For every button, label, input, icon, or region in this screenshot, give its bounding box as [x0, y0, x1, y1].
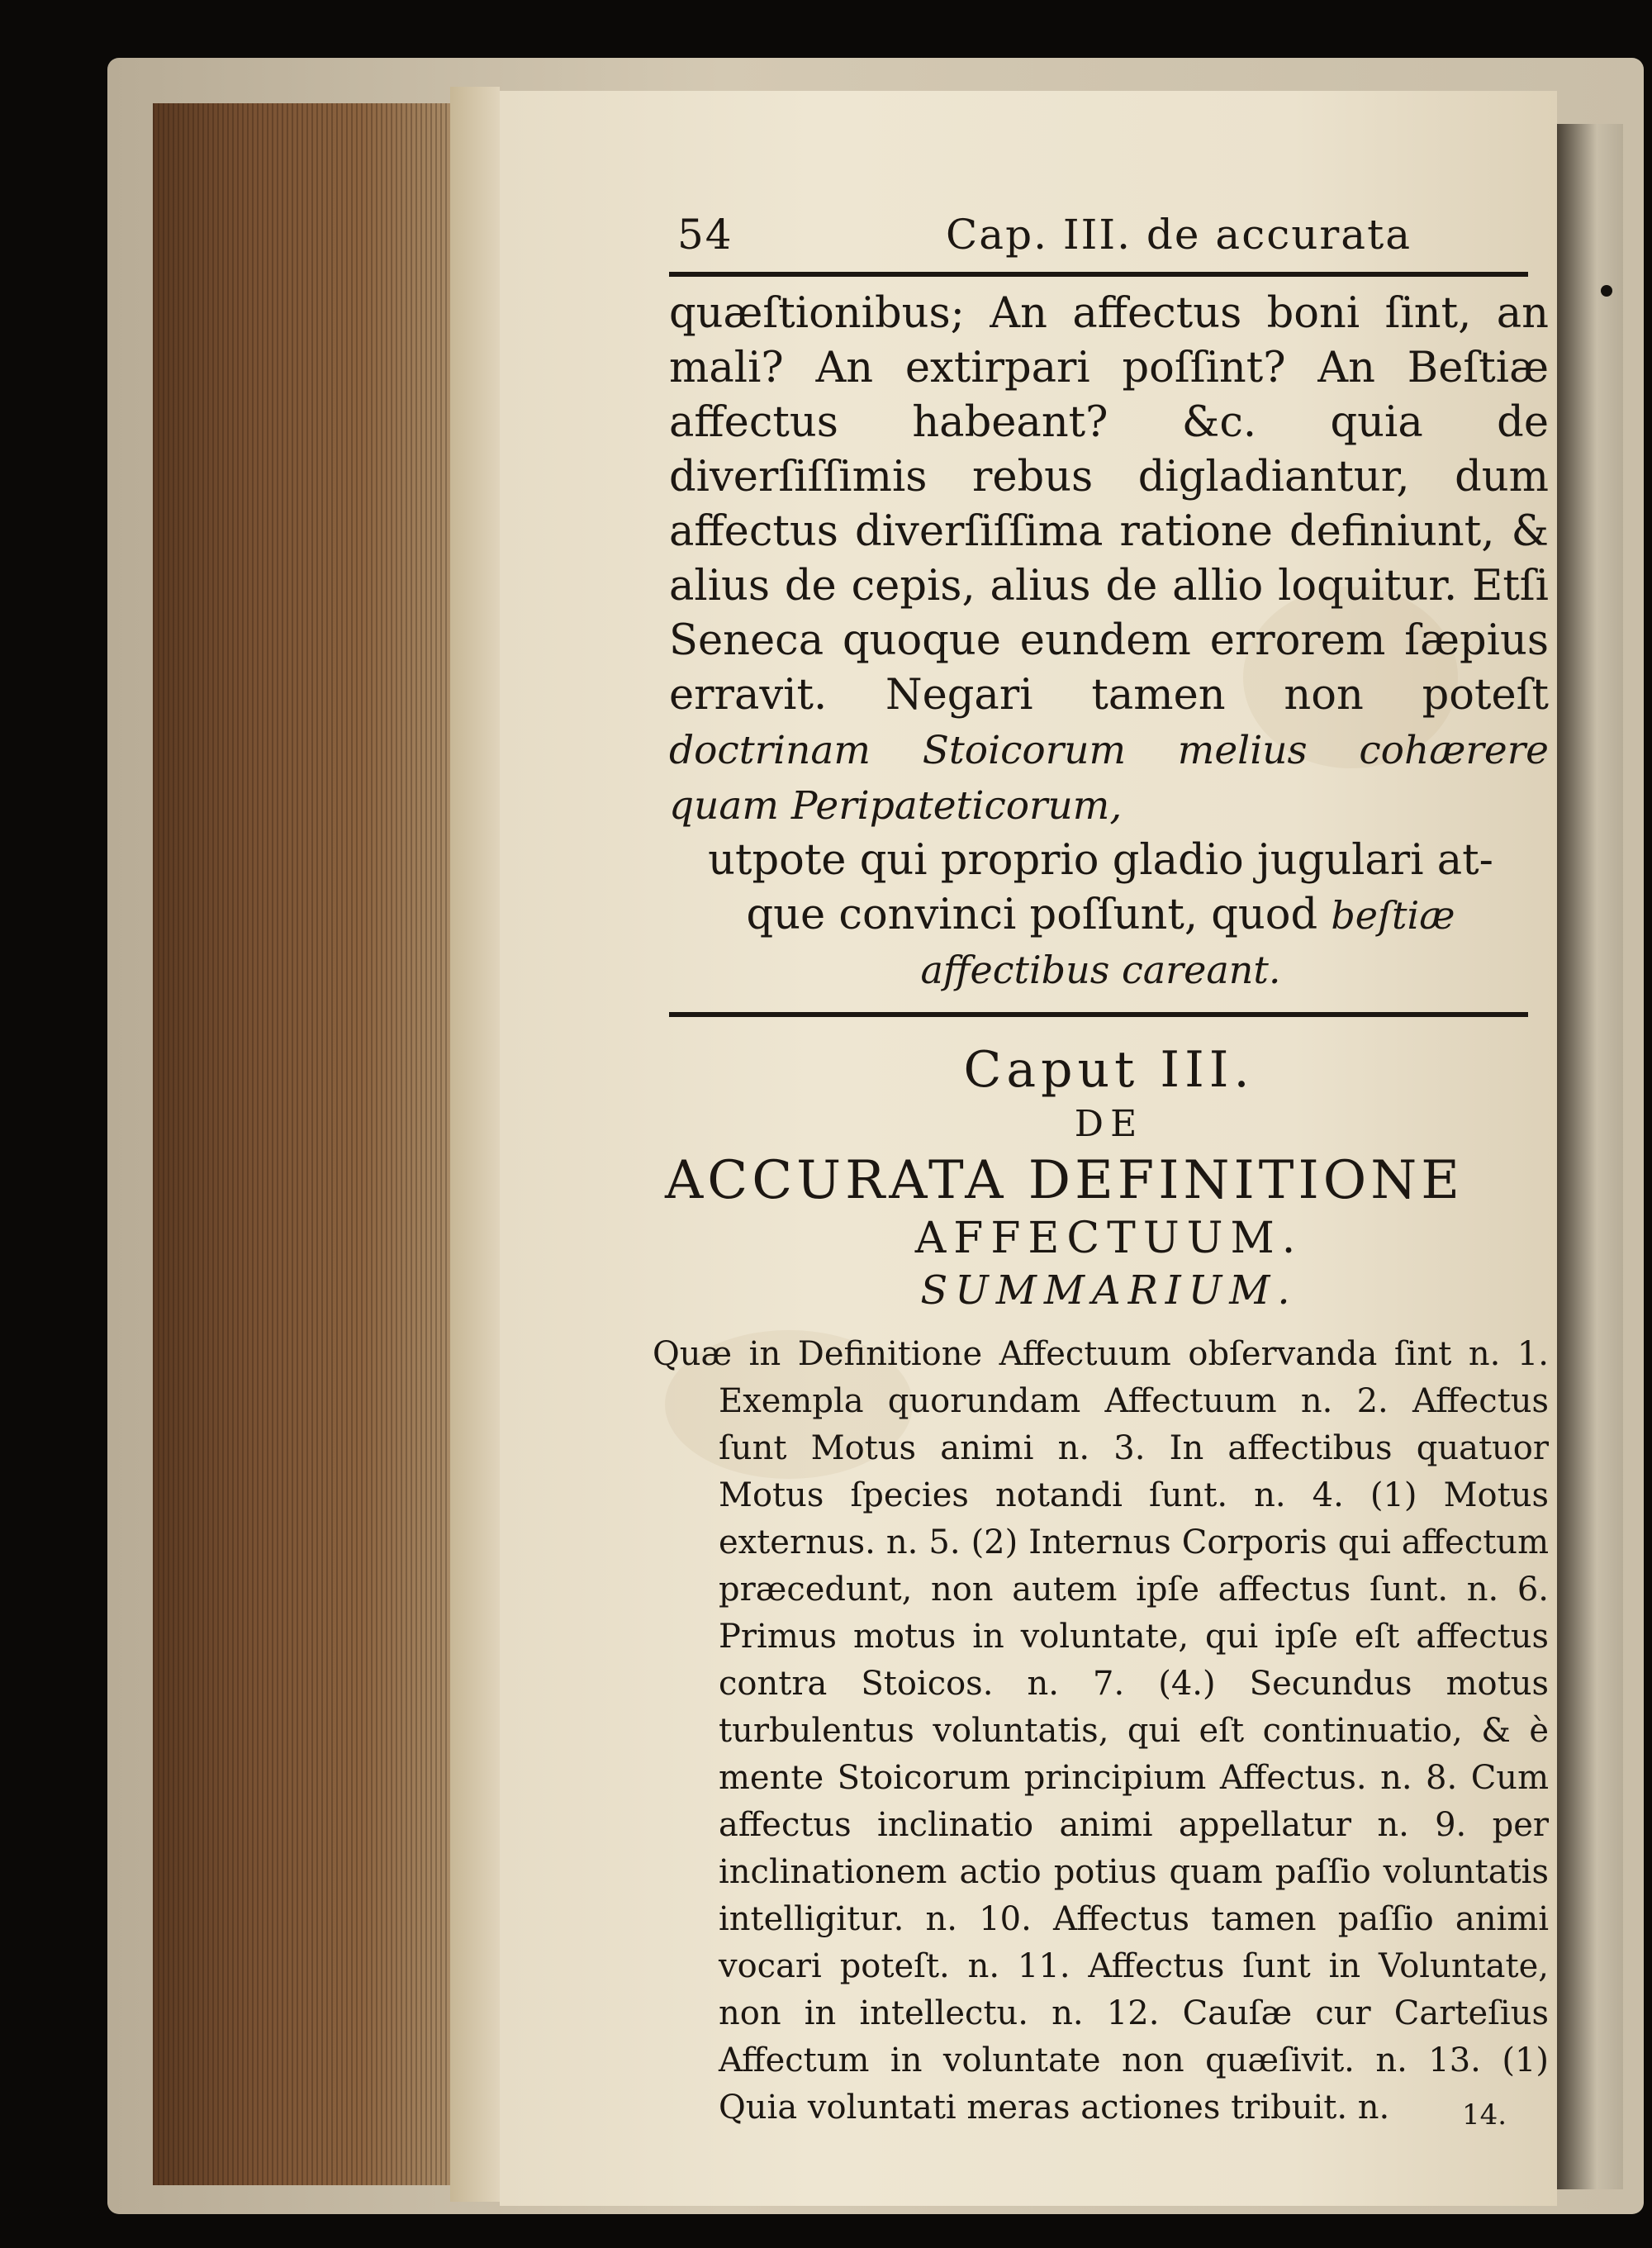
- running-title: Cap. III. de accurata: [946, 211, 1412, 259]
- section-rule: [669, 1012, 1528, 1017]
- page-number: 54: [677, 211, 733, 259]
- page-block-edge: [153, 103, 450, 2185]
- tail-line-1: utpote qui proprio gladio jugulari at-: [708, 836, 1493, 885]
- paragraph-text: quæſtionibus; An affectus boni ſint, an mali? An extirpari poſſint? An Beſtiæ affectus habeant? &c. quia de diverſiſſimis rebus digladiantur, dum affectus diverſiſſima ratione definiunt, & alius de cepis, alius de allio loquitur. Etſi Seneca quoque eundem errorem ſæpius erravit. Negari tamen non poteſt: [669, 289, 1549, 720]
- continuation-paragraph: [669, 287, 1549, 834]
- chapter-heading: Caput III.: [963, 1041, 1255, 1099]
- tail-line-2: [653, 888, 1549, 943]
- header-rule: [669, 272, 1528, 277]
- tail-line-3: [653, 943, 1549, 997]
- tail-line-2-italic: beſtiæ: [1331, 893, 1455, 938]
- chapter-title-line-2: AFFECTUUM.: [914, 1214, 1303, 1263]
- catchword: 14.: [1462, 2098, 1507, 2132]
- italic-phrase: doctrinam Stoicorum melius cohærere quam Peripateticorum,: [669, 728, 1549, 829]
- paragraph-tail: [653, 834, 1549, 997]
- tail-line-3-italic: affectibus careant.: [920, 948, 1281, 992]
- page-text: [653, 211, 1549, 2132]
- chapter-de: DE: [1074, 1103, 1144, 1145]
- facing-page-edge: [1557, 124, 1623, 2189]
- summary-paragraph: Quæ in Definitione Affectuum obſervanda ſint n. 1. Exempla quorundam Affectuum n. 2. Affectus ſunt Motus animi n. 3. In affectibus quatuor Motus ſpecies notandi ſunt. n. 4. (1) Motus externus. n. 5. (2) Internus Corporis qui affectum præcedunt, non autem ipſe affectus ſunt. n. 6. Primus motus in voluntate, qui ipſe eſt affectus contra Stoicos. n. 7. (4.) Secundus motus turbulentus voluntatis, qui eſt continuatio, & è mente Stoicorum principium Affectus. n. 8. Cum affectus inclinatio animi appellatur n. 9. per inclinationem actio potius quam paſſio voluntatis intelligitur. n. 10. Affectus tamen paſſio animi vocari poteſt. n. 11. Affectus ſunt in Voluntate, non in intellectu. n. 12. Cauſæ cur Carteſius Affectum in voluntate non quæſivit. n. 13. (1) Quia voluntati meras actiones tribuit. n.: [653, 1335, 1549, 2127]
- facing-page-mark: [1601, 285, 1612, 297]
- chapter-title-line-1: ACCURATA DEFINITIONE: [665, 1150, 1464, 1211]
- summarium-heading: SUMMARIUM.: [920, 1267, 1298, 1314]
- tail-line-2-text: que convinci poſſunt, quod: [746, 891, 1318, 939]
- running-head: [669, 211, 1549, 269]
- gutter: [450, 87, 500, 2202]
